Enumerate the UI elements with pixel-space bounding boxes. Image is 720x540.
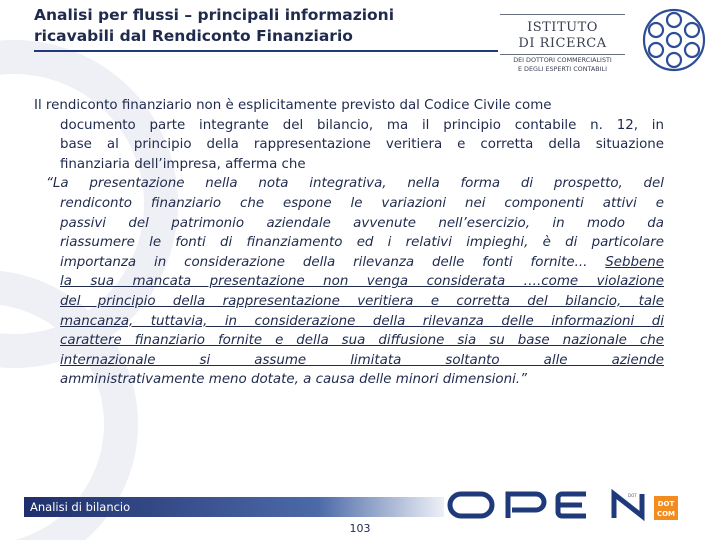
slide-title-line-1: Analisi per flussi – principali informazioni [34, 6, 395, 24]
page-number: 103 [349, 522, 371, 535]
quote-underlined-line-2: del principio della rappresentazione veritiera e corretta del bilancio, tale [60, 293, 664, 309]
logo-line-1: ISTITUTO [527, 20, 598, 35]
quote-last-line: amministrativamente meno dotate, a causa delle minori dimensioni.” [60, 372, 527, 388]
quote-line-5-underlined: Sebbene [605, 254, 664, 270]
intro-line-2: documento parte integrante del bilancio, ma il principio contabile n. 12, in [60, 117, 664, 133]
institute-emblem-icon [635, 6, 713, 74]
logo-line-3: DEI DOTTORI COMMERCIALISTI [513, 56, 612, 64]
title-rule [34, 50, 498, 52]
open-logo [446, 488, 682, 522]
open-logo-small-text: DOT [628, 493, 637, 498]
logo-rule-top [500, 14, 625, 15]
intro-line-1: Il rendiconto finanziario non è esplicitamente previsto dal Codice Civile come [34, 98, 552, 113]
slide-body [34, 96, 664, 390]
quote-line-5 [34, 253, 664, 273]
quote-underlined-line-5: internazionale si assume limitata soltanto alle aziende [60, 352, 664, 368]
quote-underlined-line-3: mancanza, tuttavia, in considerazione della rilevanza delle informazioni di [60, 313, 664, 329]
quote-underlined-line-4: carattere finanziario fornite e della sua diffusione sia su base nazionale che [60, 333, 664, 349]
quote-line-4: riassumere le fonti di finanziamento ed i relativi impieghi, è di particolare [60, 235, 664, 251]
open-logo-box-line-2: COM [656, 510, 676, 518]
slide-title-line-2: ricavabili dal Rendiconto Finanziario [34, 27, 353, 45]
quote-line-1: “La presentazione nella nota integrativa, nella forma di prospetto, del [46, 176, 664, 192]
quote-line-2: rendiconto finanziario che espone le variazioni nei componenti attivi e [60, 195, 664, 211]
quote-underlined-line-1: la sua mancata presentazione non venga considerata ….come violazione [60, 274, 664, 290]
institute-logo [500, 6, 715, 74]
footer-label: Analisi di bilancio [30, 500, 131, 514]
quote-line-3: passivi del patrimonio aziendale avvenute nell’esercizio, in modo da [60, 215, 664, 231]
logo-line-2: DI RICERCA [518, 36, 607, 51]
quote-line-5-plain: importanza in considerazione della rilevanza delle fonti fornite... [60, 254, 606, 270]
slide-title [34, 5, 494, 47]
logo-line-4: E DEGLI ESPERTI CONTABILI [517, 65, 607, 73]
footer-bar [24, 497, 444, 517]
open-logo-box-line-1: DOT [657, 500, 675, 508]
intro-line-3: base al principio della rappresentazione veritiera e corretta della situazione [60, 137, 664, 153]
logo-rule-bottom [500, 54, 625, 55]
intro-line-4: finanziaria dell’impresa, afferma che [60, 156, 306, 172]
